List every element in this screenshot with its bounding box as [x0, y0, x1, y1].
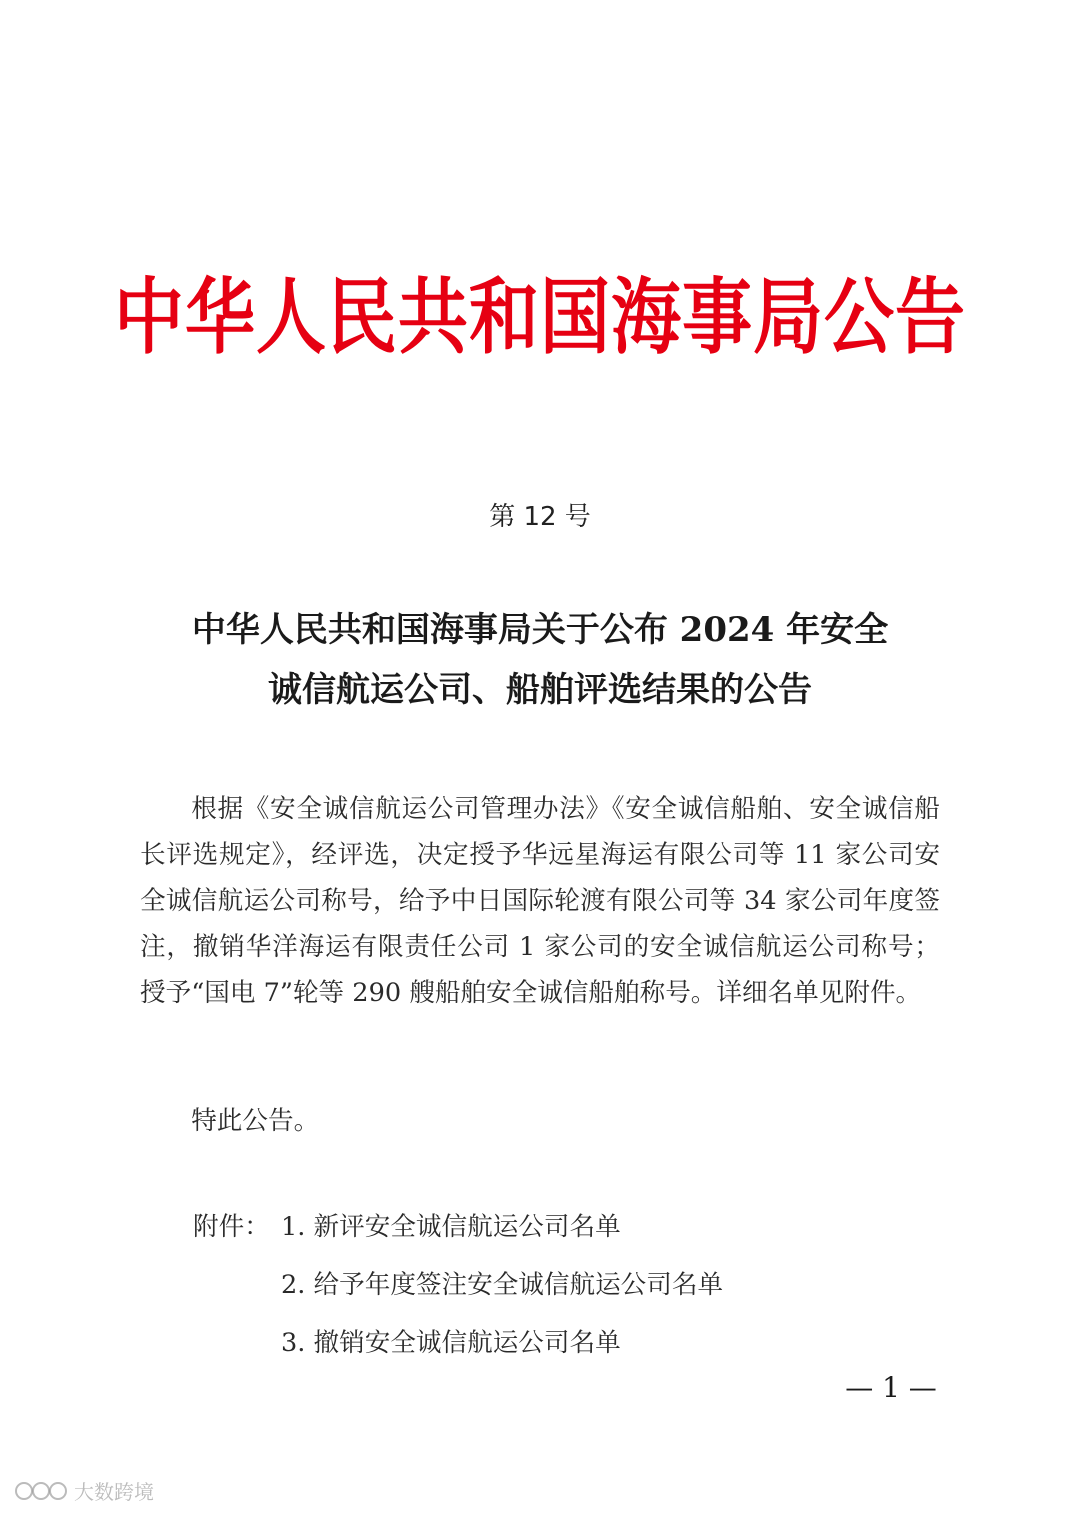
- attachment-label: 附件：: [193, 1212, 270, 1242]
- watermark: [14, 1476, 154, 1505]
- body-paragraph: [140, 786, 940, 1016]
- watermark-logo-icon: [14, 1478, 72, 1504]
- title-line-1: 中华人民共和国海事局关于公布 2024 年安全: [191, 610, 889, 650]
- announcement-title: [140, 600, 940, 720]
- attachment-row-3: [193, 1314, 953, 1372]
- page-number: — 1 —: [845, 1371, 937, 1404]
- body-text: 根据《安全诚信航运公司管理办法》《安全诚信船舶、安全诚信船长评选规定》，经评选，决定授予华远星海运有限公司等 11 家公司安全诚信航运公司称号，给予中日国际轮渡有限公司等 34 家公司年度签注，撤销华洋海运有限责任公司 1 家公司的安全诚信航运公司称号；授予“国电 7”轮等 290 艘船舶安全诚信船舶称号。详细名单见附件。: [140, 794, 940, 1008]
- watermark-text: 大数跨境: [74, 1480, 154, 1504]
- attachment-item-1: 1. 新评安全诚信航运公司名单: [281, 1212, 621, 1242]
- attachment-item-2: 2. 给予年度签注安全诚信航运公司名单: [281, 1270, 724, 1300]
- attachment-item-3: 3. 撤销安全诚信航运公司名单: [281, 1328, 621, 1358]
- attachment-row-2: [193, 1256, 953, 1314]
- masthead-title: 中华人民共和国海事局公告: [114, 268, 966, 366]
- attachment-list: [193, 1198, 953, 1372]
- closing-statement: 特此公告。: [191, 1106, 320, 1136]
- title-line-2: 诚信航运公司、船舶评选结果的公告: [268, 670, 812, 710]
- document-number: 第 12 号: [489, 502, 591, 532]
- attachment-row-1: [193, 1198, 953, 1256]
